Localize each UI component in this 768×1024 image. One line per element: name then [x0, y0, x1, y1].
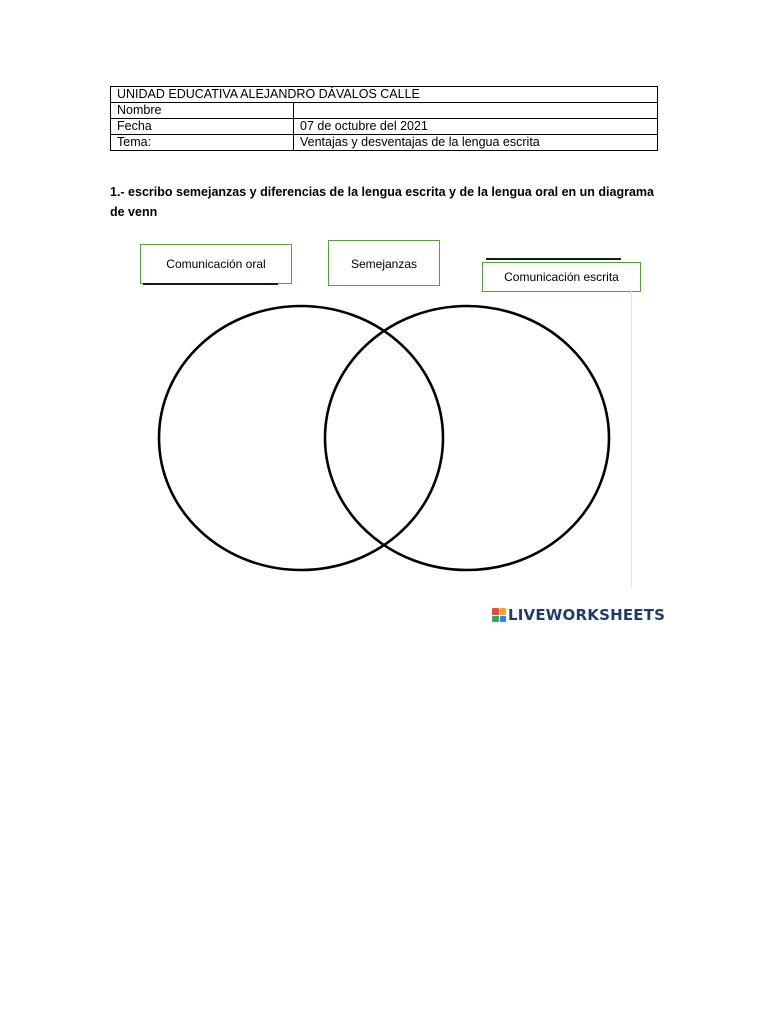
venn-diagram	[120, 292, 640, 592]
header-table	[110, 86, 658, 151]
image-edge-line	[631, 290, 632, 588]
oral-communication-label-box[interactable]	[140, 244, 292, 284]
header-row-name	[111, 103, 658, 119]
header-row-date	[111, 119, 658, 135]
school-name: UNIDAD EDUCATIVA ALEJANDRO DÁVALOS CALLE	[111, 87, 658, 103]
oral-communication-label: Comunicación oral	[166, 257, 266, 271]
name-field[interactable]	[294, 103, 658, 119]
liveworksheets-logo-text: LIVEWORKSHEETS	[508, 606, 666, 624]
date-label: Fecha	[111, 119, 294, 135]
date-value: 07 de octubre del 2021	[294, 119, 658, 135]
venn-left-circle[interactable]	[159, 306, 443, 570]
header-row-school	[111, 87, 658, 103]
logo-square-icon	[492, 616, 499, 623]
liveworksheets-logo	[492, 606, 665, 624]
oral-label-underline	[143, 283, 278, 285]
similarities-label-box[interactable]	[328, 240, 440, 286]
written-label-overline	[486, 258, 621, 260]
venn-right-circle[interactable]	[325, 306, 609, 570]
header-row-topic	[111, 135, 658, 151]
written-communication-label: Comunicación escrita	[504, 270, 619, 284]
liveworksheets-logo-icon	[492, 608, 506, 622]
similarities-label: Semejanzas	[350, 257, 418, 271]
topic-label: Tema:	[111, 135, 294, 151]
topic-value: Ventajas y desventajas de la lengua escrita	[294, 135, 658, 151]
name-label: Nombre	[111, 103, 294, 119]
logo-square-icon	[500, 616, 507, 623]
written-communication-label-box[interactable]	[482, 262, 641, 292]
logo-square-icon	[500, 608, 507, 615]
logo-square-icon	[492, 608, 499, 615]
question-text: 1.- escribo semejanzas y diferencias de la lengua escrita y de la lengua oral en un diagrama de venn	[110, 185, 654, 219]
